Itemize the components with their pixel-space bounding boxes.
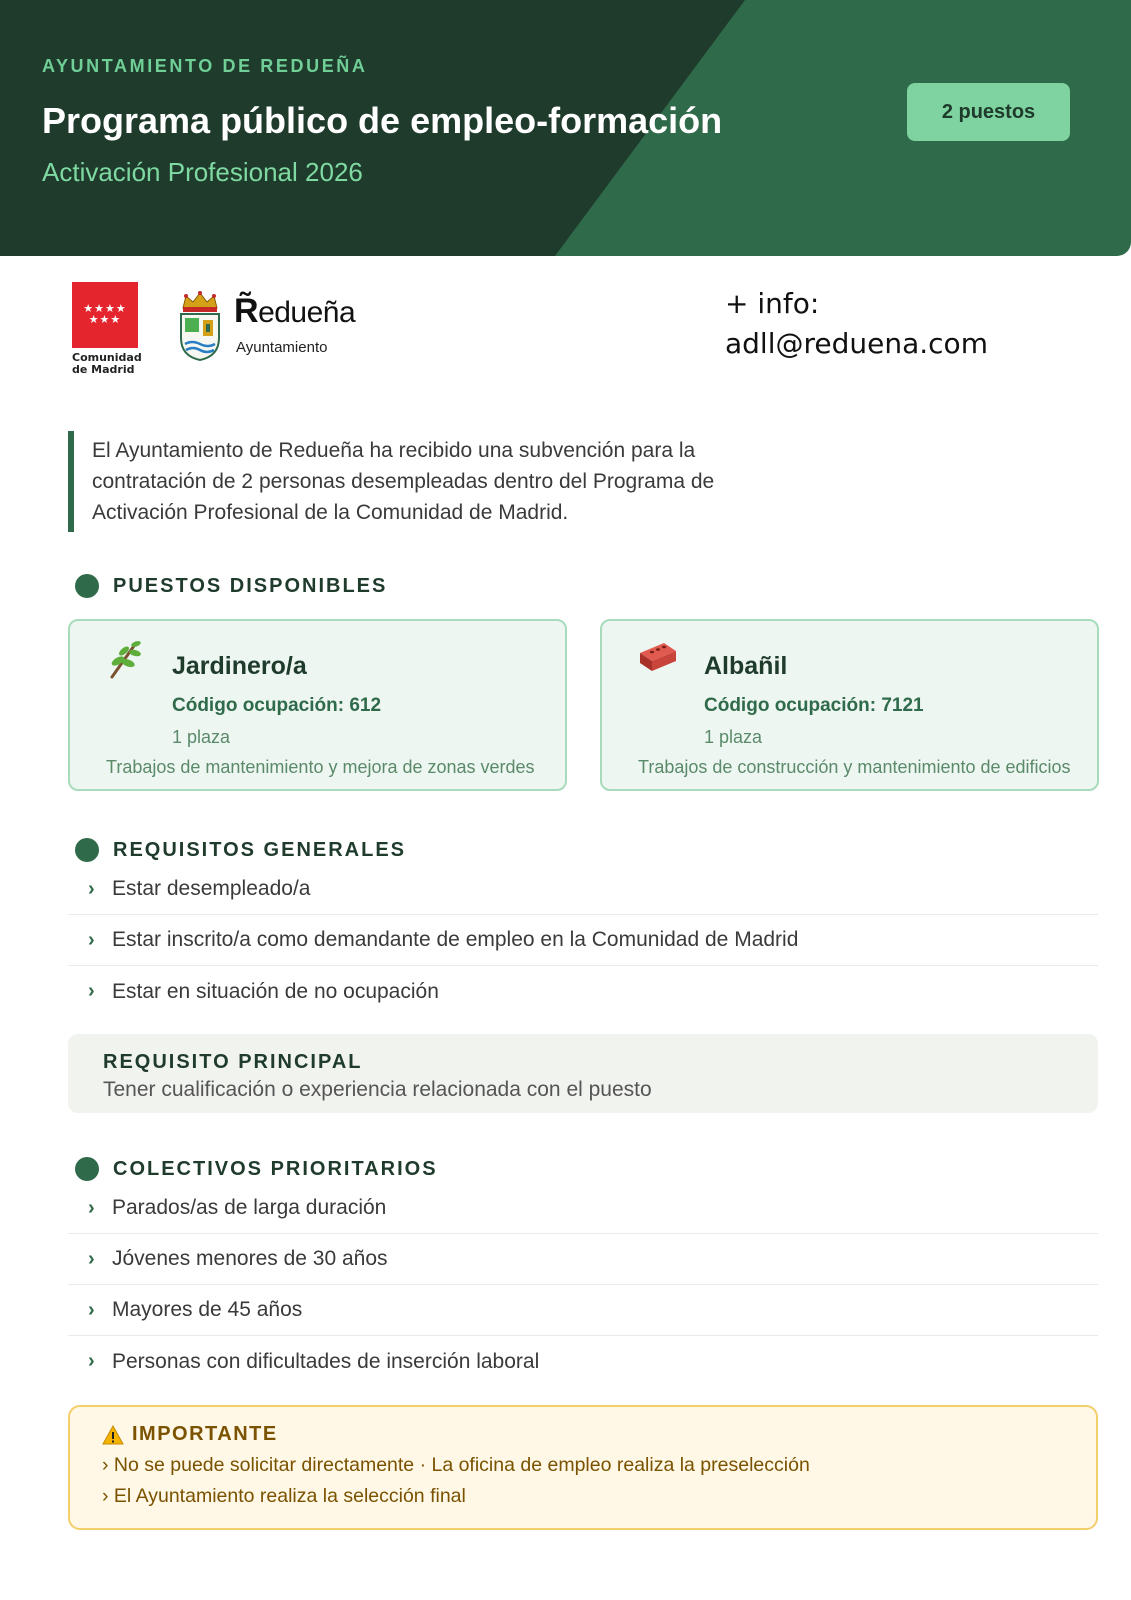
- job-title: Jardinero/a: [172, 652, 307, 680]
- page-title: Programa público de empleo-formación: [42, 100, 723, 141]
- important-line-2: › El Ayuntamiento realiza la selección final: [102, 1485, 466, 1507]
- list-item: [68, 915, 1098, 966]
- chevron-right-icon: ›: [88, 980, 95, 1002]
- reduena-initial: R̃: [234, 292, 259, 330]
- chevron-right-icon: ›: [88, 1350, 95, 1372]
- list-item: [68, 1285, 1098, 1336]
- list-item-text: Estar desempleado/a: [112, 877, 311, 900]
- list-item-text: Estar en situación de no ocupación: [112, 979, 439, 1003]
- job-plazas: 1 plaza: [704, 727, 763, 747]
- main-requirement-title: REQUISITO PRINCIPAL: [103, 1051, 363, 1073]
- madrid-flag-icon: ★★★★ ★★★: [72, 282, 138, 348]
- list-item: [68, 966, 1098, 1017]
- list-item-text: Mayores de 45 años: [112, 1298, 303, 1321]
- intro-paragraph: El Ayuntamiento de Redueña ha recibido una subvención para la contratación de 2 personas desempleadas dentro del Programa de Activación Profesional de la Comunidad de Madrid.: [68, 431, 768, 532]
- reduena-subtitle: Ayuntamiento: [236, 339, 328, 356]
- job-card-albanil: [600, 619, 1099, 791]
- section-heading-puestos: [75, 574, 387, 598]
- job-plazas: 1 plaza: [172, 727, 231, 747]
- list-item-text: Estar inscrito/a como demandante de empleo en la Comunidad de Madrid: [112, 928, 799, 951]
- important-line-1: › No se puede solicitar directamente · La oficina de empleo realiza la preselección: [102, 1454, 810, 1476]
- list-item-text: Personas con dificultades de inserción laboral: [112, 1349, 540, 1373]
- positions-badge: 2 puestos: [907, 83, 1070, 141]
- list-item: [68, 864, 1098, 915]
- main-requirement-box: [68, 1034, 1098, 1113]
- comunidad-madrid-logo: [72, 282, 140, 376]
- job-description: Trabajos de construcción y mantenimiento de edificios: [638, 757, 1071, 777]
- bullet-dot-icon: [75, 1157, 99, 1181]
- bullet-dot-icon: [75, 574, 99, 598]
- chevron-right-icon: ›: [88, 1298, 95, 1321]
- job-code: Código ocupación: 612: [172, 695, 382, 716]
- section-title: COLECTIVOS PRIORITARIOS: [113, 1157, 438, 1180]
- plant-icon: [106, 639, 144, 684]
- comunidad-logo-line1: Comunidad: [72, 351, 142, 364]
- section-heading-requisitos: [75, 838, 406, 862]
- section-heading-colectivos: [75, 1157, 438, 1181]
- warning-icon: [102, 1425, 124, 1445]
- contact-info: [725, 284, 988, 364]
- brick-icon: [638, 639, 678, 680]
- requirements-list: [68, 864, 1098, 1017]
- priority-groups-list: [68, 1183, 1098, 1387]
- job-code: Código ocupación: 7121: [704, 695, 924, 716]
- header-banner: [0, 0, 1131, 256]
- organization-name: AYUNTAMIENTO DE REDUEÑA: [42, 56, 368, 76]
- reduena-wordmark: [234, 292, 355, 331]
- reduena-rest: edueña: [258, 296, 356, 329]
- important-title: IMPORTANTE: [132, 1423, 278, 1445]
- chevron-right-icon: ›: [88, 1196, 95, 1219]
- chevron-right-icon: ›: [88, 1247, 95, 1270]
- comunidad-logo-line2: de Madrid: [72, 363, 135, 376]
- contact-label: + info:: [725, 287, 820, 320]
- list-item: [68, 1234, 1098, 1285]
- page-subtitle: Activación Profesional 2026: [42, 157, 363, 187]
- important-notice: [68, 1405, 1098, 1530]
- reduena-coat-of-arms-icon: [177, 290, 223, 367]
- job-title: Albañil: [704, 652, 788, 680]
- list-item: [68, 1336, 1098, 1387]
- section-title: PUESTOS DISPONIBLES: [113, 574, 388, 597]
- chevron-right-icon: ›: [88, 877, 95, 900]
- chevron-right-icon: ›: [88, 928, 95, 951]
- bullet-dot-icon: [75, 838, 99, 862]
- list-item-text: Jóvenes menores de 30 años: [112, 1247, 388, 1270]
- main-requirement-text: Tener cualificación o experiencia relacionada con el puesto: [103, 1078, 652, 1101]
- list-item-text: Parados/as de larga duración: [112, 1196, 387, 1219]
- section-title: REQUISITOS GENERALES: [113, 838, 407, 861]
- list-item: [68, 1183, 1098, 1234]
- job-card-jardinero: [68, 619, 567, 791]
- contact-email[interactable]: adll@reduena.com: [725, 327, 988, 360]
- job-description: Trabajos de mantenimiento y mejora de zonas verdes: [106, 757, 535, 777]
